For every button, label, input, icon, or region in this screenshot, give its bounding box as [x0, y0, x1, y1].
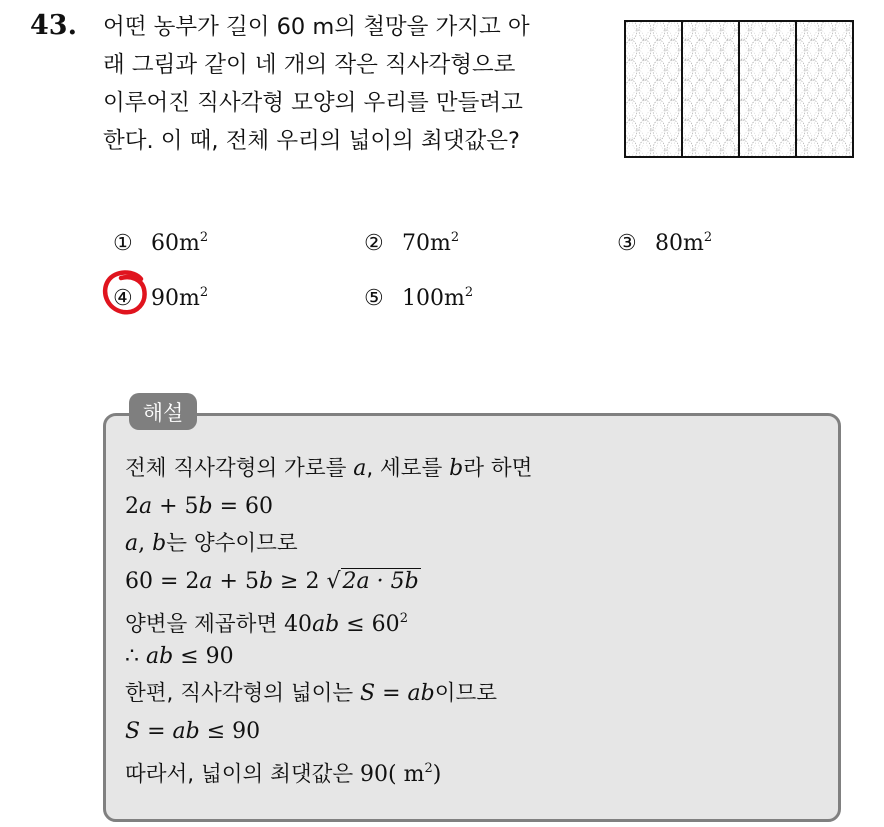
- math-var: a: [199, 568, 213, 594]
- math-var: a: [353, 456, 367, 481]
- choice-value: 100m: [402, 286, 465, 311]
- solution-line-6: [125, 638, 825, 676]
- math-text: ): [432, 762, 442, 787]
- choice-exponent: 2: [199, 230, 209, 245]
- solution-line-8: [125, 713, 825, 751]
- math-text: 90( m: [360, 762, 425, 787]
- math-var: S: [125, 718, 141, 744]
- solution-line-2: [125, 488, 825, 526]
- solution-text: 양변을 제곱하면: [125, 612, 285, 637]
- question-text: [103, 8, 603, 160]
- math-exponent: 2: [424, 761, 433, 776]
- math-var: b: [449, 456, 464, 481]
- question-line: 래 그림과 같이 네 개의 작은 직사각형으로: [103, 52, 516, 78]
- choice-1[interactable]: [113, 224, 208, 258]
- math-var: b: [198, 493, 213, 519]
- choice-exponent: 2: [199, 285, 209, 300]
- solution-content: [125, 450, 825, 788]
- math-var: ab: [172, 718, 200, 744]
- solution-text: 한편, 직사각형의 넓이는: [125, 681, 361, 706]
- question-line: 이루어진 직사각형 모양의 우리를 만들려고: [103, 90, 523, 116]
- therefore-symbol: ∴: [125, 643, 146, 669]
- answer-circle-mark: [101, 267, 151, 317]
- choice-value: 80m: [655, 231, 704, 256]
- choice-number: ⑤: [364, 286, 384, 311]
- math-var: ab: [146, 643, 174, 669]
- solution-line-9: [125, 750, 825, 788]
- question-line: 한다. 이 때, 전체 우리의 넓이의 최댓값은?: [103, 128, 520, 154]
- math-var: ab: [407, 681, 435, 706]
- math-text: ≤ 90: [173, 643, 234, 669]
- solution-line-1: [125, 450, 825, 488]
- math-text: 60 = 2: [125, 568, 200, 594]
- choice-5[interactable]: [364, 279, 473, 313]
- math-var: a: [139, 493, 153, 519]
- solution-line-3: [125, 525, 825, 563]
- math-text: + 5: [152, 493, 199, 519]
- choice-2[interactable]: [364, 224, 459, 258]
- math-text: ,: [138, 531, 153, 556]
- choice-number: ①: [113, 231, 133, 256]
- solution-line-5: [125, 600, 825, 638]
- math-text: =: [375, 681, 408, 706]
- solution-text: 는 양수이므로: [166, 531, 298, 556]
- solution-text: , 세로를: [366, 456, 450, 481]
- math-var: S: [360, 681, 376, 706]
- question-line: 어떤 농부가 길이 60 m의 철망을 가지고 아: [103, 14, 530, 40]
- solution-text: 이므로: [434, 681, 498, 706]
- math-text: 2: [125, 493, 139, 519]
- math-text: ≤ 60: [339, 612, 400, 637]
- choice-exponent: 2: [450, 230, 460, 245]
- math-var: b: [258, 568, 274, 594]
- question-number: 43.: [30, 10, 77, 41]
- choice-3[interactable]: [617, 224, 712, 258]
- choice-value: 70m: [402, 231, 451, 256]
- choice-number: ③: [617, 231, 637, 256]
- math-text: ≥ 2 √: [273, 568, 341, 594]
- solution-text: 따라서, 넓이의 최댓값은: [125, 762, 361, 787]
- fence-pen-figure: [624, 20, 854, 158]
- solution-text: 전체 직사각형의 가로를: [125, 456, 354, 481]
- math-text: ≤ 90: [199, 718, 261, 744]
- math-text: =: [140, 718, 173, 744]
- math-text: + 5: [212, 568, 259, 594]
- sqrt-argument: 2a · 5b: [342, 568, 419, 594]
- math-var: a: [125, 531, 139, 556]
- choice-number: ④: [113, 286, 133, 311]
- math-var: b: [152, 531, 167, 556]
- math-text: 40: [284, 612, 313, 637]
- math-exponent: 2: [399, 611, 408, 626]
- solution-line-7: [125, 675, 825, 713]
- solution-line-4: [125, 563, 825, 601]
- solution-text: 라 하면: [463, 456, 533, 481]
- math-var: ab: [312, 612, 340, 637]
- choice-value: 60m: [151, 231, 200, 256]
- math-text: = 60: [212, 493, 274, 519]
- choice-exponent: 2: [703, 230, 713, 245]
- solution-tab-label: 해설: [129, 393, 197, 430]
- choice-exponent: 2: [464, 285, 474, 300]
- choice-number: ②: [364, 231, 384, 256]
- choice-value: 90m: [151, 286, 200, 311]
